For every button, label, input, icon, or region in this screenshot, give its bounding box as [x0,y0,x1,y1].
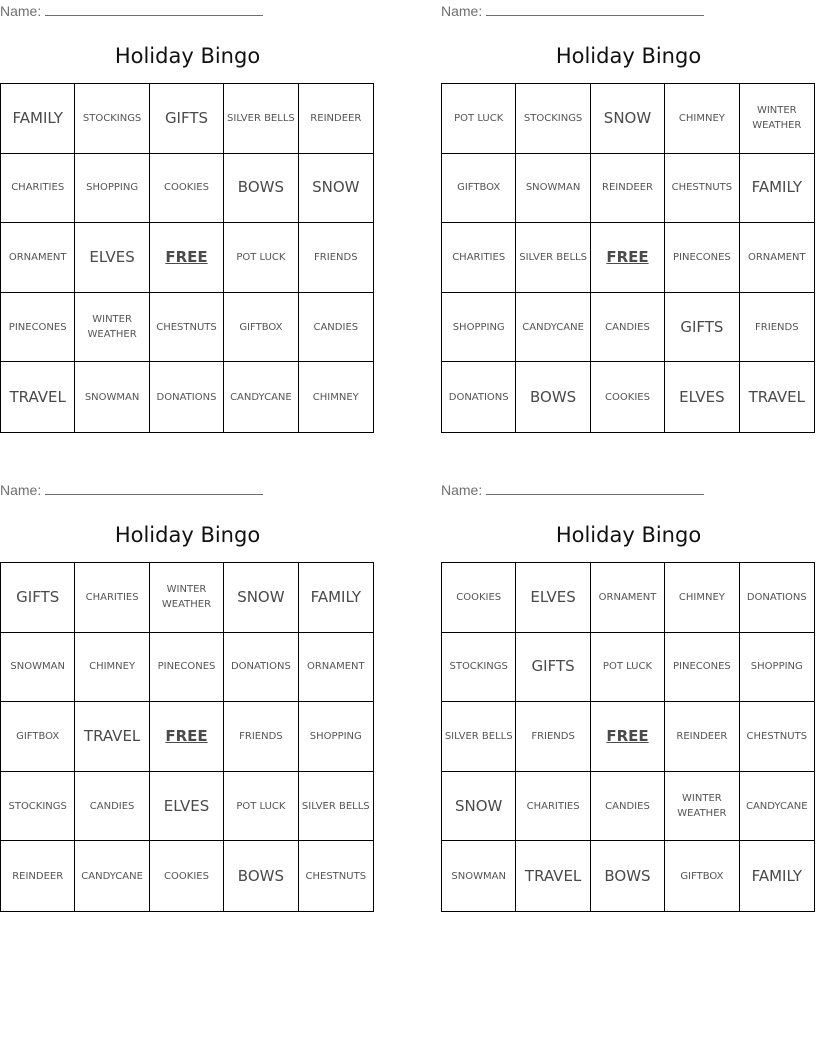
name-blank-line [486,481,704,495]
bingo-cell: BOWS [516,362,590,432]
free-space-cell: FREE [150,702,224,772]
bingo-cell: SILVER BELLS [299,772,373,842]
bingo-cell: SHOPPING [740,633,814,703]
bingo-cell: FRIENDS [516,702,590,772]
bingo-cell: FRIENDS [740,293,814,363]
bingo-cell: GIFTS [1,563,75,633]
bingo-cell: REINDEER [1,841,75,911]
bingo-cell: FAMILY [299,563,373,633]
free-space-cell: FREE [150,223,224,293]
bingo-cell: GIFTS [516,633,590,703]
bingo-cell: CHARITIES [1,154,75,224]
bingo-cell: TRAVEL [516,841,590,911]
bingo-cell: CANDYCANE [75,841,149,911]
bingo-cell: WINTER WEATHER [740,84,814,154]
bingo-cell: FRIENDS [224,702,298,772]
bingo-card-1 [0,0,375,440]
card-title: Holiday Bingo [555,523,702,547]
bingo-cell: CHESTNUTS [305,870,367,882]
bingo-cell: ORNAMENT [740,223,814,293]
bingo-grid [0,562,374,912]
bingo-cell: CANDIES [75,772,149,842]
bingo-cell: COOKIES [150,154,224,224]
name-field-row [0,2,263,20]
bingo-grid [441,83,815,433]
bingo-cell: CHESTNUTS [665,154,739,224]
bingo-cell: ORNAMENT [299,633,373,703]
bingo-cell: SNOWMAN [442,841,516,911]
bingo-cell: CHESTNUTS [740,702,814,772]
bingo-cell: SHOPPING [442,293,516,363]
bingo-cell: ORNAMENT [591,563,665,633]
bingo-cell: PINECONES [665,223,739,293]
name-label: Name: [441,482,483,498]
bingo-cell: SILVER BELLS [516,223,590,293]
card-title: Holiday Bingo [555,44,702,68]
bingo-cell: CANDYCANE [516,293,590,363]
bingo-card-4 [441,479,816,919]
name-label: Name: [0,482,42,498]
bingo-cell: REINDEER [665,702,739,772]
bingo-cell: SILVER BELLS [442,702,516,772]
bingo-cell: STOCKINGS [75,84,149,154]
name-blank-line [486,2,704,16]
bingo-cell: SILVER BELLS [224,84,298,154]
bingo-cell: SNOW [299,154,373,224]
bingo-cell: DONATIONS [150,362,224,432]
name-field-row [0,481,263,499]
bingo-cell: CHARITIES [442,223,516,293]
bingo-cell: GIFTBOX [665,841,739,911]
bingo-cell: SNOWMAN [516,154,590,224]
name-blank-line [45,481,263,495]
bingo-cell: STOCKINGS [442,633,516,703]
bingo-cell: POT LUCK [224,772,298,842]
bingo-cell: PINECONES [1,293,75,363]
bingo-cell: STOCKINGS [516,84,590,154]
free-space-cell: FREE [591,223,665,293]
bingo-grid [0,83,374,433]
bingo-cell: GIFTS [150,84,224,154]
bingo-cell: CHIMNEY [665,563,739,633]
bingo-cell: DONATIONS [442,362,516,432]
bingo-cell: TRAVEL [75,702,149,772]
bingo-cell: ORNAMENT [1,223,75,293]
name-label: Name: [0,3,42,19]
bingo-cell: SNOWMAN [75,362,149,432]
name-field-row [441,481,704,499]
bingo-cell: WINTER WEATHER [75,293,149,363]
bingo-cell: DONATIONS [224,633,298,703]
bingo-cell: TRAVEL [748,387,805,406]
bingo-cell: GIFTBOX [1,702,75,772]
bingo-cell: SHOPPING [299,702,373,772]
bingo-cell: SHOPPING [75,154,149,224]
bingo-cell: CHARITIES [516,772,590,842]
bingo-cell: REINDEER [299,84,373,154]
bingo-card-2 [441,0,816,440]
bingo-cell: DONATIONS [740,563,814,633]
bingo-cell: FAMILY [1,84,75,154]
bingo-cell: SNOW [442,772,516,842]
bingo-cell: SNOW [224,563,298,633]
bingo-cell: BOWS [224,154,298,224]
bingo-cell: REINDEER [591,154,665,224]
bingo-cell: SNOW [591,84,665,154]
bingo-cell: CANDYCANE [740,772,814,842]
name-label: Name: [441,3,483,19]
bingo-cell: CANDIES [299,293,373,363]
bingo-cell: FAMILY [751,866,802,885]
bingo-cell: ELVES [150,772,224,842]
bingo-cell: COOKIES [150,841,224,911]
bingo-cell: COOKIES [591,362,665,432]
bingo-cell: POT LUCK [224,223,298,293]
name-field-row [441,2,704,20]
bingo-cell: CHIMNEY [665,84,739,154]
bingo-cell: ELVES [75,223,149,293]
bingo-cell: CANDIES [591,772,665,842]
bingo-cell: PINECONES [665,633,739,703]
bingo-grid [441,562,815,912]
bingo-cell: CHARITIES [75,563,149,633]
bingo-cell: CHIMNEY [312,391,359,403]
bingo-cell: GIFTBOX [224,293,298,363]
bingo-cell: ELVES [665,362,739,432]
bingo-cell: GIFTS [665,293,739,363]
bingo-cell: WINTER WEATHER [150,563,224,633]
card-title: Holiday Bingo [114,44,261,68]
bingo-cell: COOKIES [442,563,516,633]
bingo-cell: BOWS [224,841,298,911]
bingo-cell: POT LUCK [591,633,665,703]
name-blank-line [45,2,263,16]
bingo-cell: ELVES [516,563,590,633]
bingo-cell: FAMILY [740,154,814,224]
bingo-cell: SNOWMAN [1,633,75,703]
bingo-cell: CANDYCANE [224,362,298,432]
bingo-cell: PINECONES [150,633,224,703]
bingo-cell: FRIENDS [299,223,373,293]
bingo-card-3 [0,479,375,919]
bingo-cell: CANDIES [591,293,665,363]
bingo-cell: CHIMNEY [75,633,149,703]
bingo-cell: CHESTNUTS [150,293,224,363]
bingo-cell: WINTER WEATHER [665,772,739,842]
bingo-cell: POT LUCK [442,84,516,154]
bingo-cell: GIFTBOX [442,154,516,224]
card-title: Holiday Bingo [114,523,261,547]
bingo-cell: TRAVEL [1,362,75,432]
bingo-cell: STOCKINGS [1,772,75,842]
free-space-cell: FREE [591,702,665,772]
bingo-cell: BOWS [591,841,665,911]
